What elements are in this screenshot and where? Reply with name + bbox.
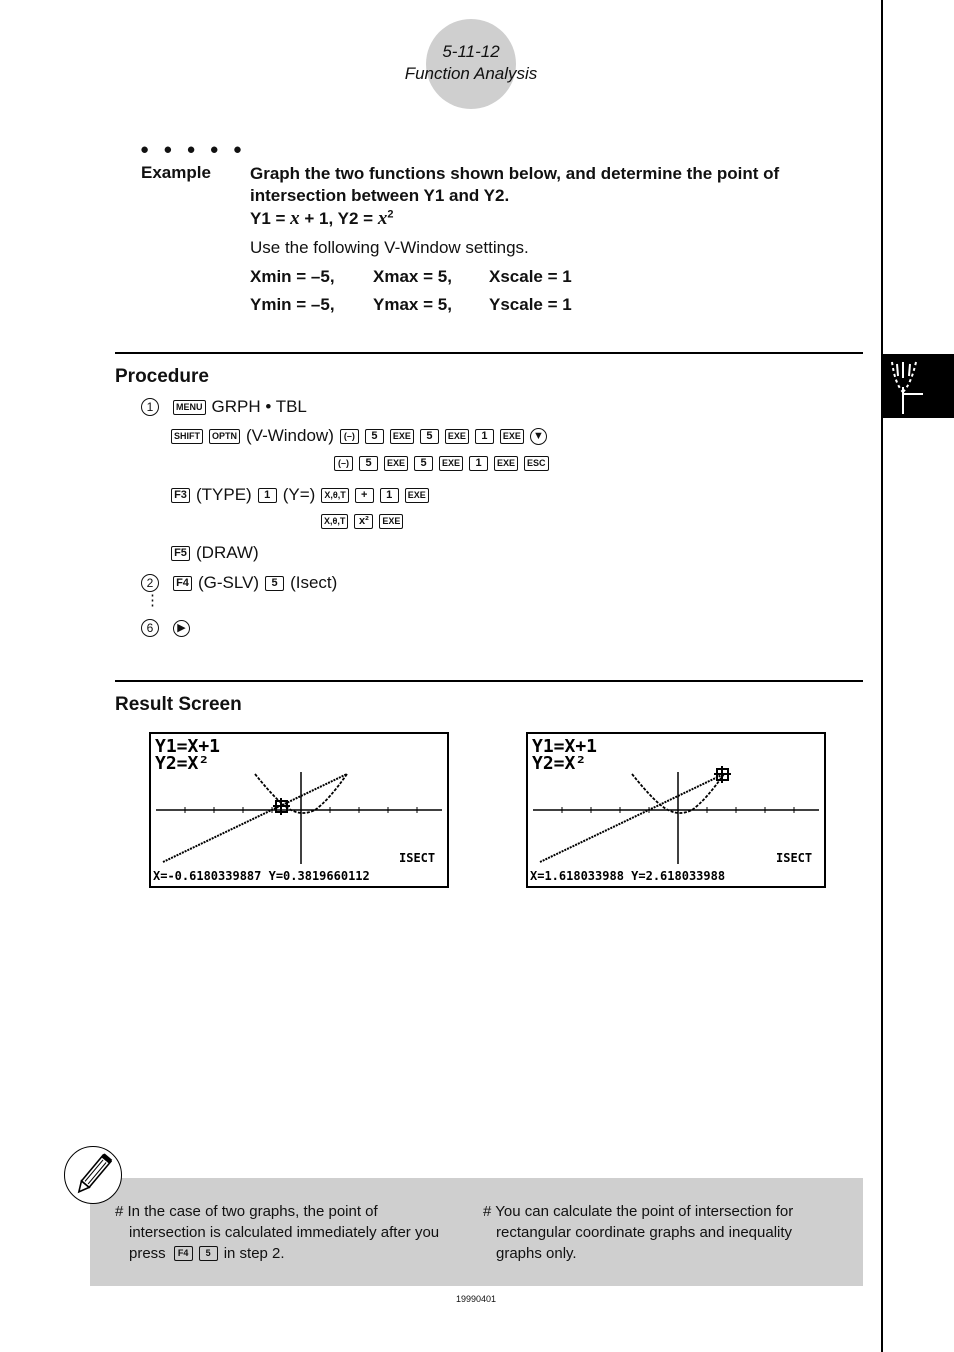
step-2-line: [141, 573, 337, 593]
y2-var: x: [377, 208, 388, 229]
pencil-icon: [64, 1146, 122, 1204]
draw-keys-line: [171, 543, 259, 563]
y1-suffix: + 1, Y2 =: [299, 209, 378, 228]
example-equations: [250, 208, 393, 230]
key-5: 5: [365, 429, 384, 444]
plus-key: +: [355, 488, 374, 503]
screen-readout: X=1.618033988 Y=2.618033988: [530, 869, 726, 883]
x-theta-t-key: X,θ,T: [321, 514, 348, 529]
note-hash: #: [483, 1203, 492, 1220]
note-right: [483, 1201, 843, 1264]
negative-key: (–): [334, 456, 353, 471]
note-text: You can calculate the point of intersection for: [495, 1203, 794, 1220]
key-5: 5: [265, 576, 284, 591]
key-5: 5: [359, 456, 378, 471]
y2-exponent: 2: [387, 208, 394, 221]
f4-key: F4: [173, 576, 192, 591]
y1-prefix: Y1 =: [250, 209, 291, 228]
exe-key: EXE: [439, 456, 463, 471]
key-1: 1: [475, 429, 494, 444]
esc-key: ESC: [524, 456, 549, 471]
footer-code: 19990401: [455, 1294, 497, 1304]
shift-key: SHIFT: [171, 429, 203, 444]
f5-key: F5: [171, 546, 190, 561]
type-label: (TYPE): [196, 485, 252, 504]
key-5: 5: [414, 456, 433, 471]
setting-ymax: Ymax = 5,: [373, 295, 452, 314]
x-squared-keys-line: [321, 514, 409, 529]
exe-key: EXE: [445, 429, 469, 444]
note-hash: #: [115, 1203, 124, 1220]
example-label: Example: [141, 163, 211, 182]
cursor-right-icon: ▶: [173, 620, 190, 637]
ellipsis-vertical: ⋮: [145, 592, 160, 609]
gslv-label: (G-SLV): [198, 573, 260, 592]
divider: [115, 352, 863, 354]
setting-xmin: Xmin = –5,: [250, 267, 335, 286]
example-text: Graph the two functions shown below, and determine the point of intersection between Y1 and Y2.: [250, 164, 780, 205]
x-theta-t-key: X,θ,T: [321, 488, 348, 503]
step-1-line: [141, 397, 307, 417]
optn-key: OPTN: [209, 429, 240, 444]
exe-key: EXE: [379, 514, 403, 529]
note-text: in step 2.: [223, 1245, 285, 1262]
chapter-tab: [883, 354, 954, 418]
note-text: graphs only.: [496, 1245, 577, 1262]
y-equals-label: (Y=): [282, 485, 316, 504]
cursor-down-icon: ▼: [530, 428, 547, 445]
setting-xscale: Xscale = 1: [489, 267, 572, 286]
setting-xmax: Xmax = 5,: [373, 267, 452, 286]
key-5: 5: [199, 1246, 218, 1261]
isect-label: (Isect): [290, 573, 338, 592]
menu-key: MENU: [173, 400, 206, 415]
screen-readout: X=-0.6180339887 Y=0.3819660112: [153, 869, 370, 883]
note-left: [115, 1201, 470, 1264]
step-6-line: [141, 619, 196, 637]
key-1: 1: [380, 488, 399, 503]
note-text: intersection is calculated immediately after you: [129, 1224, 440, 1241]
screen-line-1: Y1=X+1: [155, 736, 221, 757]
key-1: 1: [469, 456, 488, 471]
vwindow-keys-line-2: [334, 456, 555, 471]
setting-ymin: Ymin = –5,: [250, 295, 335, 314]
page-edge-rule: [881, 0, 883, 1352]
section-title: Function Analysis: [404, 64, 538, 83]
grph-tbl-label: GRPH • TBL: [211, 397, 307, 416]
note-text: In the case of two graphs, the point of: [127, 1203, 378, 1220]
exe-key: EXE: [405, 488, 429, 503]
exe-key: EXE: [384, 456, 408, 471]
y1-var: x: [290, 208, 300, 229]
step-number: 6: [141, 619, 159, 637]
type-keys-line: [171, 485, 435, 505]
example-dots: ● ● ● ● ●: [140, 141, 247, 158]
v-window-label: (V-Window): [246, 426, 334, 445]
divider: [115, 680, 863, 682]
graph-function-icon: [883, 354, 954, 418]
note-text: press: [129, 1245, 166, 1262]
result-screen-1: [149, 732, 449, 888]
negative-key: (–): [340, 429, 359, 444]
key-5: 5: [420, 429, 439, 444]
exe-key: EXE: [390, 429, 414, 444]
x-squared-key: x²: [354, 514, 373, 529]
exe-key: EXE: [500, 429, 524, 444]
page-number: 5-11-12: [442, 42, 500, 61]
screen-line-2: Y2=X²: [155, 753, 210, 774]
vwindow-keys-line: [171, 426, 553, 446]
step-number: 1: [141, 398, 159, 416]
step-number: 2: [141, 574, 159, 592]
screen-line-1: Y1=X+1: [532, 736, 598, 757]
f3-key: F3: [171, 488, 190, 503]
screen-tag: ISECT: [399, 851, 436, 865]
key-1: 1: [258, 488, 277, 503]
note-text: rectangular coordinate graphs and inequality: [496, 1224, 793, 1241]
procedure-title: Procedure: [115, 366, 209, 387]
screen-line-2: Y2=X²: [532, 753, 587, 774]
exe-key: EXE: [494, 456, 518, 471]
screen-tag: ISECT: [776, 851, 813, 865]
setting-yscale: Yscale = 1: [489, 295, 572, 314]
result-screen-2: [526, 732, 826, 888]
draw-label: (DRAW): [196, 543, 259, 562]
result-title: Result Screen: [115, 694, 242, 715]
f4-key: F4: [174, 1246, 193, 1261]
vwindow-instruction: Use the following V-Window settings.: [250, 238, 529, 257]
